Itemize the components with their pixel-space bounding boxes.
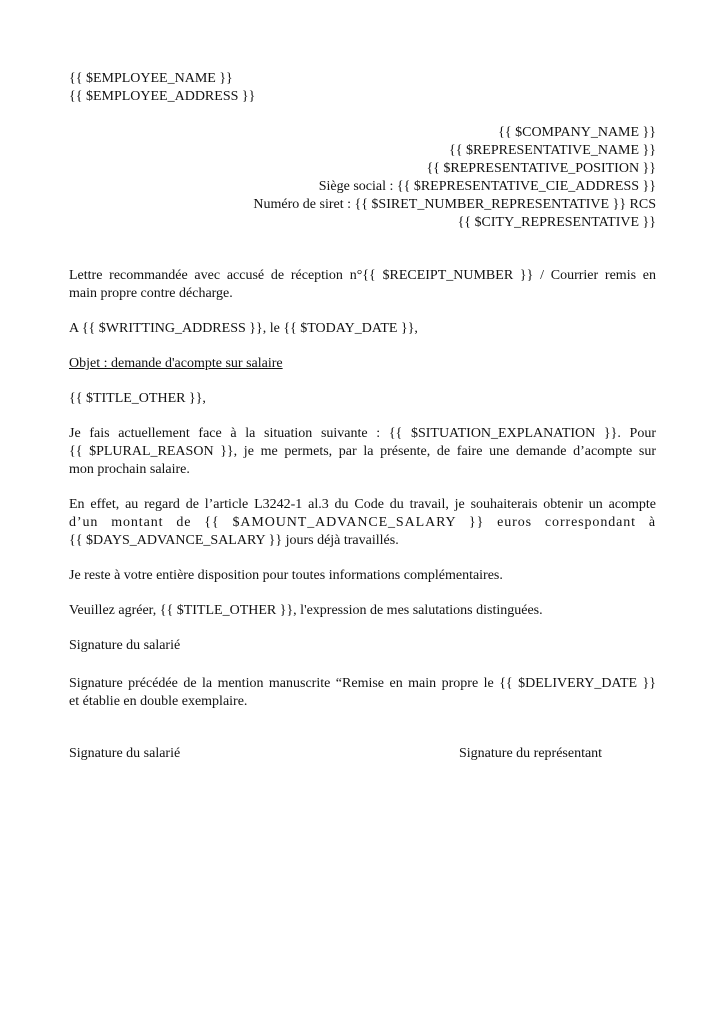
letter-subject: Objet : demande d'acompte sur salaire bbox=[69, 356, 283, 371]
company-name: {{ $COMPANY_NAME }} bbox=[498, 125, 656, 140]
labor-law-paragraph bbox=[69, 496, 656, 550]
representative-name: {{ $REPRESENTATIVE_NAME }} bbox=[449, 143, 656, 158]
registered-line-2: main propre contre décharge. bbox=[69, 286, 233, 301]
place-and-date: A {{ $WRITTING_ADDRESS }}, le {{ $TODAY_DATE }}, bbox=[69, 321, 418, 336]
employee-address: {{ $EMPLOYEE_ADDRESS }} bbox=[69, 89, 256, 104]
handwritten-mention bbox=[69, 675, 656, 711]
signature-employee-label: Signature du salarié bbox=[69, 638, 181, 653]
closing-formula: Veuillez agréer, {{ $TITLE_OTHER }}, l'expression de mes salutations distinguées. bbox=[69, 603, 543, 618]
company-block bbox=[69, 124, 656, 232]
law-line-3: {{ $DAYS_ADVANCE_SALARY }} jours déjà travaillés. bbox=[69, 533, 399, 548]
employee-name: {{ $EMPLOYEE_NAME }} bbox=[69, 71, 233, 86]
siret-number: Numéro de siret : {{ $SIRET_NUMBER_REPRESENTATIVE }} RCS bbox=[253, 197, 656, 212]
salutation: {{ $TITLE_OTHER }}, bbox=[69, 391, 206, 406]
final-signature-representative: Signature du représentant bbox=[459, 746, 603, 761]
situation-line-1: Je fais actuellement face à la situation suivante : {{ $SITUATION_EXPLANATION }}. Pour bbox=[69, 426, 656, 441]
final-signatures bbox=[69, 745, 656, 763]
handwritten-line-2: et établie en double exemplaire. bbox=[69, 694, 248, 709]
situation-line-3: mon prochain salaire. bbox=[69, 462, 190, 477]
head-office-address: Siège social : {{ $REPRESENTATIVE_CIE_ADDRESS }} bbox=[318, 179, 656, 194]
availability-sentence: Je reste à votre entière disposition pour toutes informations complémentaires. bbox=[69, 568, 503, 583]
final-signature-employee: Signature du salarié bbox=[69, 746, 181, 761]
registered-letter-mention bbox=[69, 267, 656, 303]
representative-position: {{ $REPRESENTATIVE_POSITION }} bbox=[426, 161, 656, 176]
employee-block bbox=[69, 70, 656, 106]
registered-line-1: Lettre recommandée avec accusé de réception n°{{ $RECEIPT_NUMBER }} / Courrier remis en bbox=[69, 268, 656, 283]
law-line-1: En effet, au regard de l’article L3242-1 al.3 du Code du travail, je souhaiterais obtenir un acompte bbox=[69, 497, 656, 512]
handwritten-line-1: Signature précédée de la mention manuscrite “Remise en main propre le {{ $DELIVERY_DATE }} bbox=[69, 676, 656, 691]
company-city: {{ $CITY_REPRESENTATIVE }} bbox=[457, 215, 656, 230]
situation-line-2: {{ $PLURAL_REASON }}, je me permets, par la présente, de faire une demande d’acompte sur bbox=[69, 444, 656, 459]
letter-page bbox=[69, 70, 656, 763]
situation-paragraph bbox=[69, 425, 656, 479]
law-line-2: d’un montant de {{ $AMOUNT_ADVANCE_SALARY }} euros correspondant à bbox=[69, 515, 656, 530]
